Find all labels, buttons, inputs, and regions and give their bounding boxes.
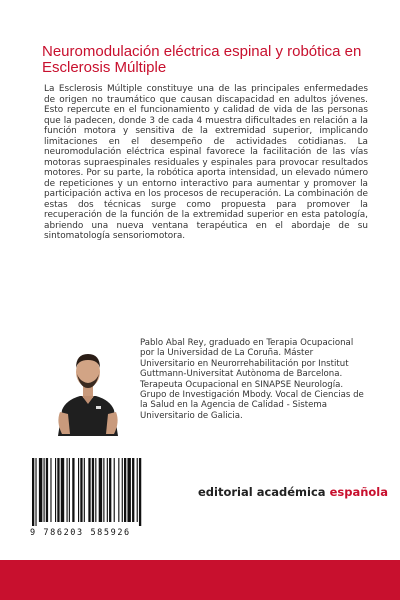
author-photo xyxy=(52,338,124,436)
isbn-barcode xyxy=(30,458,180,540)
publisher-name-accent: española xyxy=(329,485,389,499)
book-abstract: La Esclerosis Múltiple constituye una de las principales enfermedades de origen no traumático que causan discapacidad en adultos jóvenes. Esto repercute en el funcionamiento y calidad de vida de las personas que la padecen, donde 3 de cada 4 muestra dificultades en relación a la función motora y sensitiva de la extremidad superior, implicando limitaciones en el desempeño de actividades cotidianas. La neuromodulación eléctrica espinal favorece la facilitación de las vías motoras supraespinales residuales y espinales para provocar resultados motores. Por su parte, la robótica aporta intensidad, un elevado número de repeticiones y un entorno interactivo para aumentar y promover la participación activa en los procesos de recuperación. La combinación de estas dos técnicas surge como propuesta para promover la recuperación de la función de la extremidad superior en esta patología, abriendo una nueva ventana terapéutica en el abordaje de su sintomatología sensoriomotora. xyxy=(44,84,368,241)
barcode-icon xyxy=(30,458,180,528)
isbn-digits: 9 786203 585926 xyxy=(30,528,131,538)
publisher-name: editorial académica xyxy=(198,485,326,499)
footer-color-band xyxy=(0,560,400,600)
publisher-logo xyxy=(198,485,388,499)
author-bio: Pablo Abal Rey, graduado en Terapia Ocupacional por la Universidad de La Coruña. Máster Universitario en Neurorrehabilitación por Institut Guttmann-Universitat Autònoma de Barcelona. Terapeuta Ocupacional en SINAPSE Neurología. Grupo de Investigación Mbody. Vocal de Ciencias de la Salud en la Agencia de Calidad - Sistema Universitario de Galicia. xyxy=(140,338,364,421)
book-title: Neuromodulación eléctrica espinal y robótica en Esclerosis Múltiple xyxy=(42,43,362,76)
author-portrait-icon xyxy=(52,338,124,436)
